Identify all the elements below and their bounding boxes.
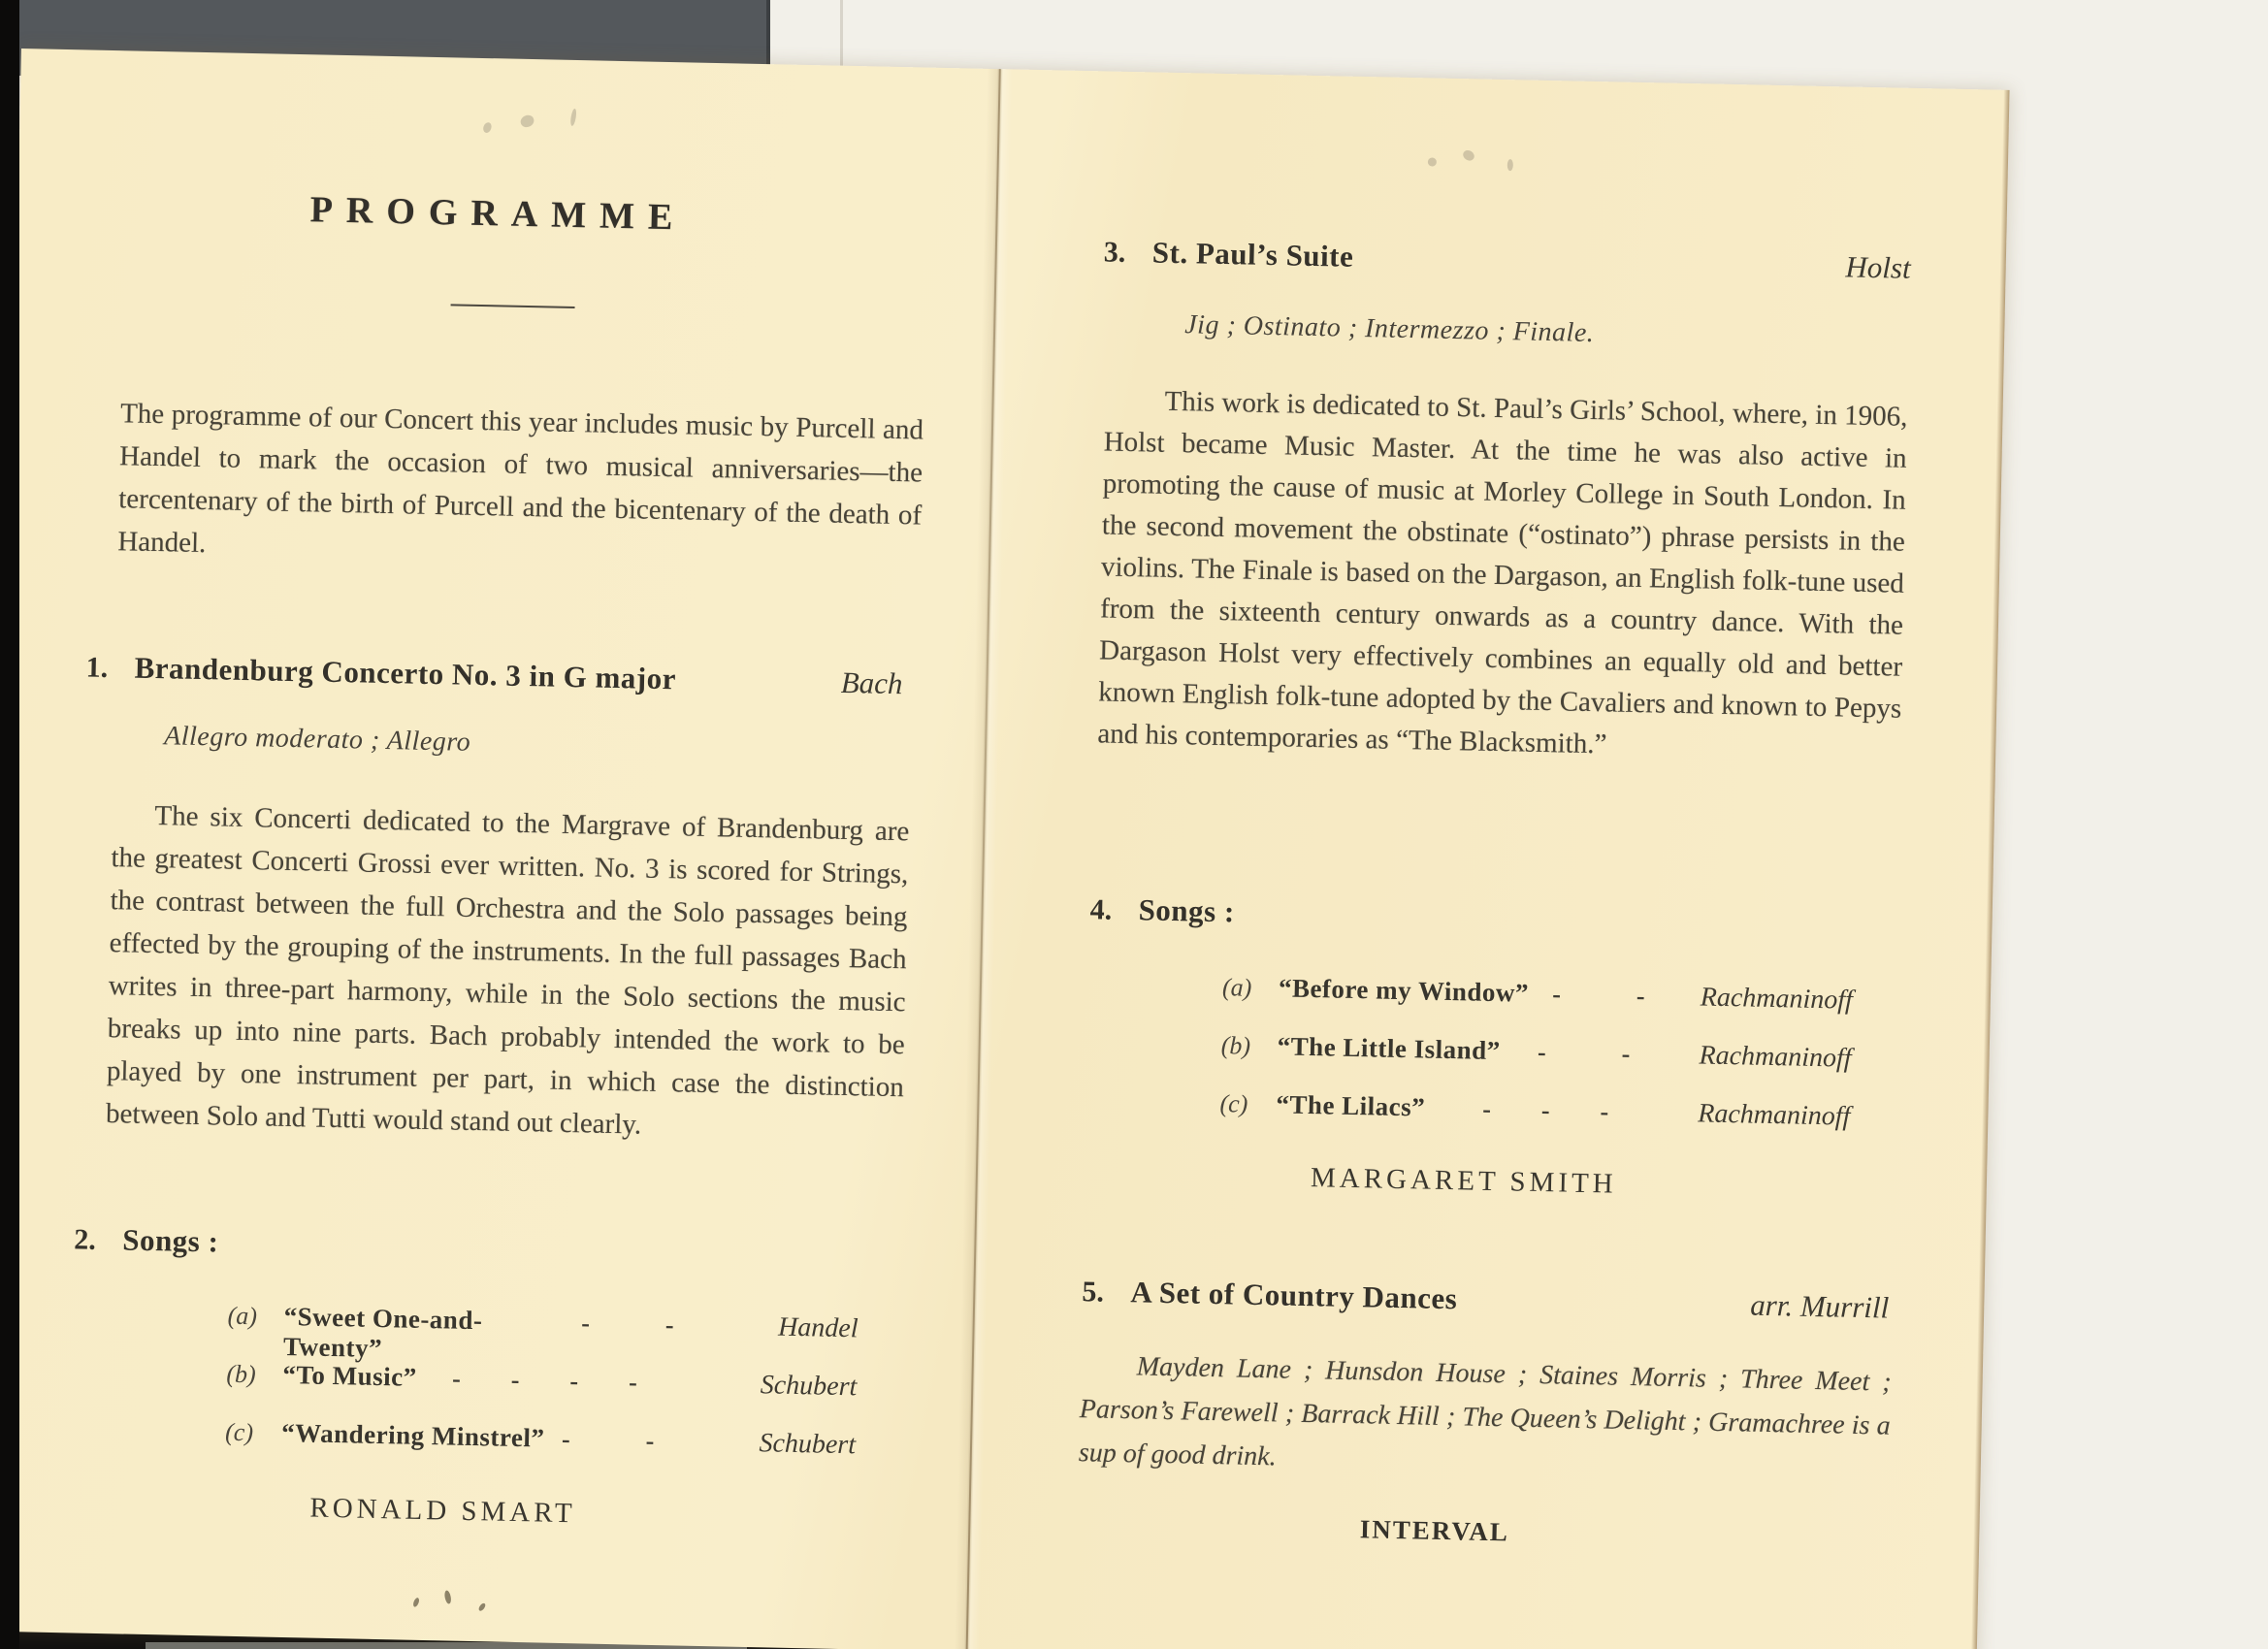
stain-mark — [1461, 148, 1475, 163]
song-title: “The Lilacs” — [1276, 1089, 1426, 1122]
song-title: “Before my Window” — [1278, 973, 1530, 1008]
item-5-heading — [1082, 1274, 1890, 1325]
song-composer: Rachmaninoff — [1697, 1098, 1851, 1132]
song-dashes: - - — [580, 1309, 674, 1340]
item-5-title: A Set of Country Dances — [1130, 1275, 1458, 1316]
item-2-song-list — [224, 1301, 859, 1489]
page-edge-shadow — [1970, 90, 2009, 1649]
item-3-heading — [1103, 234, 1911, 285]
item-1-heading — [85, 650, 903, 702]
item-1-movements: Allegro moderato ; Allegro — [163, 721, 471, 758]
programme-page — [0, 48, 2010, 1649]
song-dashes: - - - - — [451, 1364, 638, 1397]
title-divider — [451, 304, 575, 308]
item-3-movements: Jig ; Ostinato ; Intermezzo ; Finale. — [1183, 309, 1595, 349]
item-1-composer: Bach — [840, 664, 903, 701]
item-1-title: Brandenburg Concerto No. 3 in G major — [134, 650, 677, 696]
stain-mark — [1428, 157, 1437, 166]
stain-mark — [569, 109, 577, 127]
item-3-description: This work is dedicated to St. Paul’s Girls’ School, where, in 1906, Holst became Music Master. At the time he was also active in promoting the cause of music at Morley College in South London. In the second movement the obstinate (“ostinato”) phrase persists in the violins. The Finale is based on the Dargason, an English folk-tune used from the sixteenth century onwards as a country dance. With the Dargason Holst very effectively combines an equally old and better known English folk-tune adopted by the Cavaliers and known to Pepys and his contemporaries as “The Blacksmith.” — [1097, 385, 1908, 760]
stain-mark — [482, 121, 493, 134]
scanner-backdrop-gray-edge — [766, 0, 770, 68]
item-2-heading — [74, 1221, 891, 1274]
song-dashes: - - — [1537, 1037, 1631, 1068]
item-4-number: 4. — [1089, 893, 1113, 926]
stain-mark — [1507, 159, 1513, 171]
song-dashes: - - — [1551, 980, 1645, 1011]
song-title: “To Music” — [282, 1359, 417, 1392]
item-5-number: 5. — [1082, 1276, 1105, 1309]
item-2-number: 2. — [73, 1223, 97, 1256]
song-title: “Wandering Minstrel” — [280, 1417, 545, 1453]
item-3-composer: Holst — [1845, 249, 1912, 285]
song-composer: Schubert — [759, 1428, 857, 1461]
song-composer: Handel — [777, 1311, 859, 1344]
song-letter: (b) — [226, 1359, 257, 1389]
item-1-number: 1. — [85, 651, 109, 685]
item-5-composer: arr. Murrill — [1749, 1287, 1890, 1325]
song-letter: (c) — [224, 1417, 254, 1447]
song-row — [1219, 1088, 1851, 1160]
stain-mark — [519, 113, 536, 130]
song-title: “Sweet One-and-Twenty” — [282, 1301, 483, 1364]
scanner-left-strip — [0, 0, 19, 1649]
intro-paragraph: The programme of our Concert this year includes music by Purcell and Handel to mark the occasion of two musical anniversaries—the tercentenary of the birth of Purcell and the bicentenary of the death of Handel. — [117, 398, 924, 560]
item-2-title: Songs : — [121, 1222, 219, 1259]
item-3-title: St. Paul’s Suite — [1151, 235, 1354, 274]
song-row — [224, 1417, 856, 1489]
song-letter: (a) — [1221, 973, 1252, 1002]
song-composer: Schubert — [760, 1370, 858, 1403]
stain-mark — [477, 1602, 486, 1612]
song-dashes: - - - — [1482, 1094, 1609, 1126]
performer-name: MARGARET SMITH — [1310, 1162, 1618, 1200]
song-composer: Rachmaninoff — [1700, 982, 1854, 1016]
song-letter: (c) — [1219, 1089, 1248, 1118]
interval-label: INTERVAL — [1359, 1514, 1510, 1547]
song-dashes: - - — [561, 1424, 655, 1455]
performer-name: RONALD SMART — [309, 1492, 576, 1530]
song-letter: (b) — [1220, 1031, 1251, 1060]
stain-mark — [443, 1590, 452, 1604]
item-4-title: Songs : — [1138, 892, 1236, 929]
item-1-description: The six Concerti dedicated to the Margrave of Brandenburg are the greatest Concerti Grossi ever written. No. 3 is scored for Strings, the contrast between the full Orchestra and the Solo passages being effected by the grouping of the instruments. In the full passages Bach writes in three-part harmony, while in the Solo sections the music breaks up into nine parts. Bach probably intended the work to be played by one instrument per part, in which case the distinction between Solo and Tutti would stand out clearly. — [105, 800, 910, 1141]
item-4-heading — [1089, 891, 1897, 943]
page-title: PROGRAMME — [309, 189, 687, 239]
stain-mark — [412, 1597, 420, 1607]
song-letter: (a) — [227, 1301, 258, 1331]
song-title: “The Little Island” — [1277, 1031, 1502, 1066]
item-3-number: 3. — [1103, 236, 1126, 269]
song-composer: Rachmaninoff — [1699, 1040, 1852, 1074]
item-4-song-list — [1219, 972, 1854, 1160]
item-5-movements: Mayden Lane ; Hunsdon House ; Staines Morris ; Three Meet ; Parson’s Farewell ; Barrack Hill ; The Queen’s Delight ; Gramachree is a sup of good drink. — [1078, 1351, 1892, 1472]
background-crease — [840, 0, 843, 68]
